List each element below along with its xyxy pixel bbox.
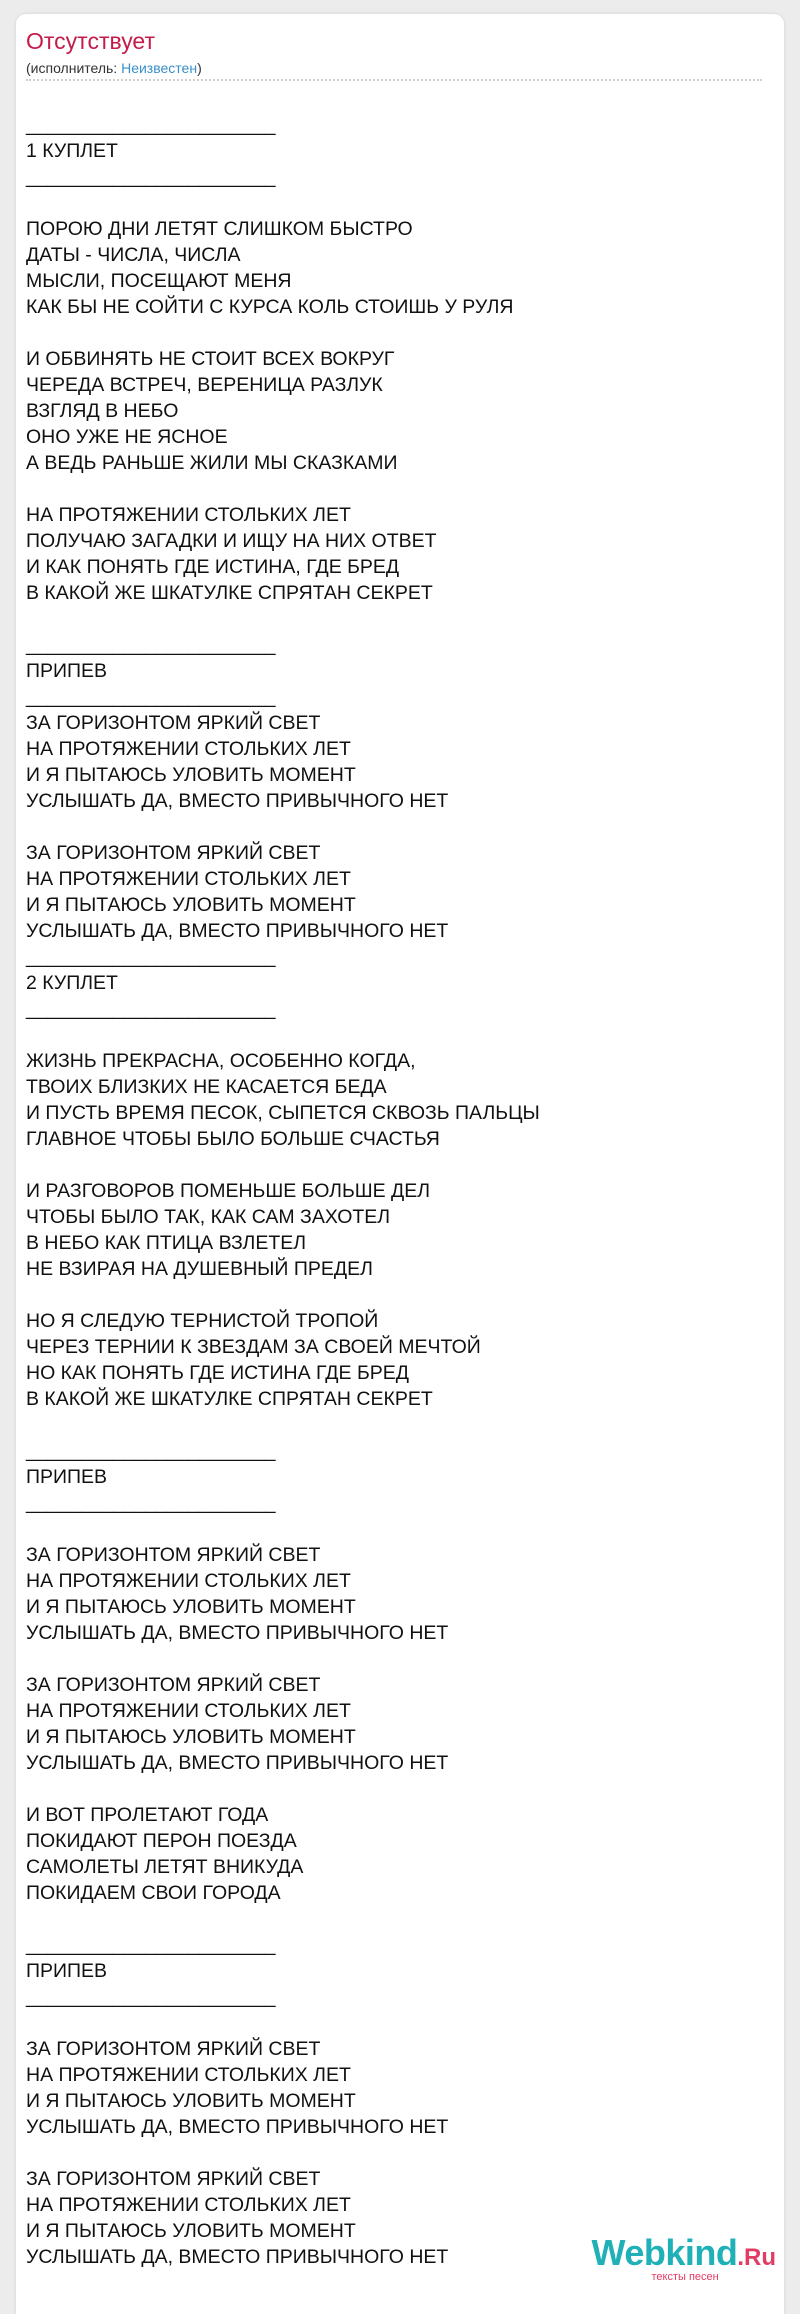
lyrics-blank-line	[26, 1022, 746, 1048]
artist-link[interactable]: Неизвестен	[121, 60, 198, 76]
lyrics-line: ЗА ГОРИЗОНТОМ ЯРКИЙ СВЕТ	[26, 712, 321, 734]
lyrics-blank-line	[26, 476, 746, 502]
lyrics-blank-line	[26, 320, 746, 346]
section-rule: _______________________	[26, 1934, 276, 1956]
lyrics-line: ДАТЫ - ЧИСЛА, ЧИСЛА	[26, 244, 241, 266]
lyrics-line: ГЛАВНОЕ ЧТОБЫ БЫЛО БОЛЬШЕ СЧАСТЬЯ	[26, 1128, 440, 1150]
lyrics-blank-line	[26, 1412, 746, 1438]
section-rule: _______________________	[26, 114, 276, 136]
section-rule: _______________________	[26, 634, 276, 656]
lyrics-line: ПРИПЕВ	[26, 1960, 108, 1982]
lyrics-line: НА ПРОТЯЖЕНИИ СТОЛЬКИХ ЛЕТ	[26, 1700, 351, 1722]
lyrics-line: ПОКИДАЮТ ПЕРОН ПОЕЗДА	[26, 1830, 297, 1852]
lyrics-line: НА ПРОТЯЖЕНИИ СТОЛЬКИХ ЛЕТ	[26, 2064, 351, 2086]
lyrics-blank-line	[26, 814, 746, 840]
logo-tagline: тексты песен	[651, 2271, 719, 2283]
lyrics-blank-line	[26, 1906, 746, 1932]
lyrics-line: НА ПРОТЯЖЕНИИ СТОЛЬКИХ ЛЕТ	[26, 738, 351, 760]
dotted-divider	[26, 79, 762, 81]
lyrics-blank-line	[26, 2010, 746, 2036]
lyrics-line: И Я ПЫТАЮСЬ УЛОВИТЬ МОМЕНТ	[26, 2220, 356, 2242]
lyrics-line: МЫСЛИ, ПОСЕЩАЮТ МЕНЯ	[26, 270, 292, 292]
lyrics-line: И Я ПЫТАЮСЬ УЛОВИТЬ МОМЕНТ	[26, 1596, 356, 1618]
lyrics-line: И РАЗГОВОРОВ ПОМЕНЬШЕ БОЛЬШЕ ДЕЛ	[26, 1180, 431, 1202]
lyrics-blank-line	[26, 1516, 746, 1542]
lyrics-line: В НЕБО КАК ПТИЦА ВЗЛЕТЕЛ	[26, 1232, 307, 1254]
lyrics-line: ПРИПЕВ	[26, 1466, 108, 1488]
lyrics-line: НО КАК ПОНЯТЬ ГДЕ ИСТИНА ГДЕ БРЕД	[26, 1362, 409, 1384]
lyrics-line: САМОЛЕТЫ ЛЕТЯТ ВНИКУДА	[26, 1856, 304, 1878]
lyrics-line: И КАК ПОНЯТЬ ГДЕ ИСТИНА, ГДЕ БРЕД	[26, 556, 400, 578]
lyrics-line: ЖИЗНЬ ПРЕКРАСНА, ОСОБЕННО КОГДА,	[26, 1050, 416, 1072]
lyrics-blank-line	[26, 606, 746, 632]
lyrics-line: УСЛЫШАТЬ ДА, ВМЕСТО ПРИВЫЧНОГО НЕТ	[26, 920, 449, 942]
lyrics-line: ПОКИДАЕМ СВОИ ГОРОДА	[26, 1882, 281, 1904]
lyrics-blank-line	[26, 1282, 746, 1308]
section-rule: _______________________	[26, 166, 276, 188]
lyrics-line: ПОРОЮ ДНИ ЛЕТЯТ СЛИШКОМ БЫСТРО	[26, 218, 413, 240]
lyrics-line: ВЗГЛЯД В НЕБО	[26, 400, 179, 422]
lyrics-line: КАК БЫ НЕ СОЙТИ С КУРСА КОЛЬ СТОИШЬ У РУЛЯ	[26, 296, 514, 318]
lyrics-line: УСЛЫШАТЬ ДА, ВМЕСТО ПРИВЫЧНОГО НЕТ	[26, 2246, 449, 2268]
lyrics-line: И ОБВИНЯТЬ НЕ СТОИТ ВСЕХ ВОКРУГ	[26, 348, 395, 370]
lyrics-line: УСЛЫШАТЬ ДА, ВМЕСТО ПРИВЫЧНОГО НЕТ	[26, 790, 449, 812]
lyrics-line: И Я ПЫТАЮСЬ УЛОВИТЬ МОМЕНТ	[26, 2090, 356, 2112]
logo-name: Webkind	[591, 2232, 738, 2273]
lyrics-line: А ВЕДЬ РАНЬШЕ ЖИЛИ МЫ СКАЗКАМИ	[26, 452, 398, 474]
lyrics-line: УСЛЫШАТЬ ДА, ВМЕСТО ПРИВЫЧНОГО НЕТ	[26, 2116, 449, 2138]
lyrics-line: НЕ ВЗИРАЯ НА ДУШЕВНЫЙ ПРЕДЕЛ	[26, 1258, 373, 1280]
lyrics-line: В КАКОЙ ЖЕ ШКАТУЛКЕ СПРЯТАН СЕКРЕТ	[26, 1388, 433, 1410]
lyrics-line: ПОЛУЧАЮ ЗАГАДКИ И ИЩУ НА НИХ ОТВЕТ	[26, 530, 437, 552]
logo-tld: Ru	[744, 2244, 776, 2271]
section-rule: _______________________	[26, 1440, 276, 1462]
lyrics-blank-line	[26, 1152, 746, 1178]
lyrics-line: НА ПРОТЯЖЕНИИ СТОЛЬКИХ ЛЕТ	[26, 504, 351, 526]
logo-dot: .	[737, 2244, 744, 2271]
section-rule: _______________________	[26, 946, 276, 968]
lyrics-line: ЗА ГОРИЗОНТОМ ЯРКИЙ СВЕТ	[26, 842, 321, 864]
section-rule: _______________________	[26, 1492, 276, 1514]
lyrics-line: 1 КУПЛЕТ	[26, 140, 118, 162]
lyrics-text	[26, 112, 746, 2270]
lyrics-blank-line	[26, 1646, 746, 1672]
lyrics-line: ЗА ГОРИЗОНТОМ ЯРКИЙ СВЕТ	[26, 1674, 321, 1696]
lyrics-blank-line	[26, 1776, 746, 1802]
section-rule: _______________________	[26, 998, 276, 1020]
lyrics-line: ЧЕРЕДА ВСТРЕЧ, ВЕРЕНИЦА РАЗЛУК	[26, 374, 383, 396]
lyrics-line: НО Я СЛЕДУЮ ТЕРНИСТОЙ ТРОПОЙ	[26, 1310, 379, 1332]
lyrics-line: ЗА ГОРИЗОНТОМ ЯРКИЙ СВЕТ	[26, 1544, 321, 1566]
lyrics-line: УСЛЫШАТЬ ДА, ВМЕСТО ПРИВЫЧНОГО НЕТ	[26, 1752, 449, 1774]
lyrics-blank-line	[26, 2140, 746, 2166]
artist-prefix: (исполнитель:	[26, 60, 122, 76]
lyrics-line: И ВОТ ПРОЛЕТАЮТ ГОДА	[26, 1804, 269, 1826]
section-rule: _______________________	[26, 1986, 276, 2008]
lyrics-line: НА ПРОТЯЖЕНИИ СТОЛЬКИХ ЛЕТ	[26, 1570, 351, 1592]
lyrics-line: ЗА ГОРИЗОНТОМ ЯРКИЙ СВЕТ	[26, 2168, 321, 2190]
artist-line	[26, 60, 202, 77]
site-logo[interactable]	[591, 2232, 776, 2283]
lyrics-line: ЧЕРЕЗ ТЕРНИИ К ЗВЕЗДАМ ЗА СВОЕЙ МЕЧТОЙ	[26, 1336, 481, 1358]
lyrics-blank-line	[26, 190, 746, 216]
lyrics-line: И Я ПЫТАЮСЬ УЛОВИТЬ МОМЕНТ	[26, 764, 356, 786]
lyrics-line: 2 КУПЛЕТ	[26, 972, 118, 994]
lyrics-line: ПРИПЕВ	[26, 660, 108, 682]
lyrics-line: ТВОИХ БЛИЗКИХ НЕ КАСАЕТСЯ БЕДА	[26, 1076, 387, 1098]
song-title: Отсутствует	[26, 28, 155, 54]
lyrics-line: И Я ПЫТАЮСЬ УЛОВИТЬ МОМЕНТ	[26, 894, 356, 916]
lyrics-line: В КАКОЙ ЖЕ ШКАТУЛКЕ СПРЯТАН СЕКРЕТ	[26, 582, 433, 604]
artist-suffix: )	[197, 60, 202, 76]
lyrics-line: И Я ПЫТАЮСЬ УЛОВИТЬ МОМЕНТ	[26, 1726, 356, 1748]
lyrics-line: ЗА ГОРИЗОНТОМ ЯРКИЙ СВЕТ	[26, 2038, 321, 2060]
lyrics-line: НА ПРОТЯЖЕНИИ СТОЛЬКИХ ЛЕТ	[26, 2194, 351, 2216]
lyrics-line: ОНО УЖЕ НЕ ЯСНОЕ	[26, 426, 228, 448]
lyrics-line: УСЛЫШАТЬ ДА, ВМЕСТО ПРИВЫЧНОГО НЕТ	[26, 1622, 449, 1644]
lyrics-line: ЧТОБЫ БЫЛО ТАК, КАК САМ ЗАХОТЕЛ	[26, 1206, 391, 1228]
section-rule: _______________________	[26, 686, 276, 708]
lyrics-line: НА ПРОТЯЖЕНИИ СТОЛЬКИХ ЛЕТ	[26, 868, 351, 890]
lyrics-line: И ПУСТЬ ВРЕМЯ ПЕСОК, СЫПЕТСЯ СКВОЗЬ ПАЛЬЦЫ	[26, 1102, 540, 1124]
